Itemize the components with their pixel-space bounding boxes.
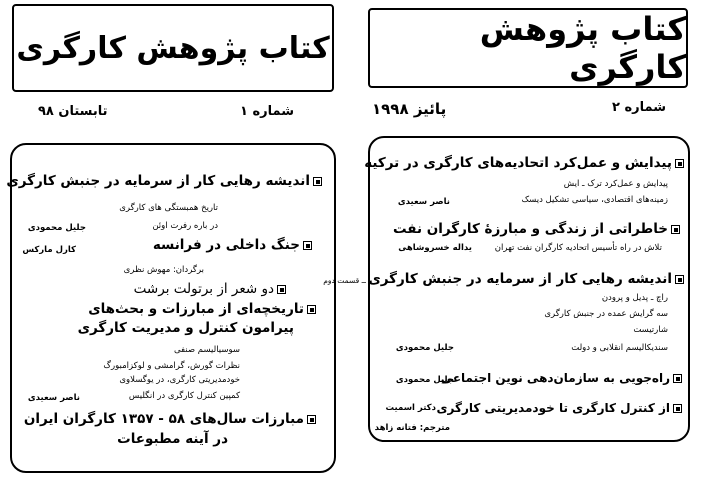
left-item-1-title: اندیشه رهایی کار از سرمایه در جنبش کارگری	[6, 174, 322, 189]
left-item-2-line-1: برگردان: مهوش نظری	[123, 265, 204, 275]
left-item-3-title: دو شعر از برتولت برشت	[134, 282, 286, 297]
bullet-icon	[313, 177, 322, 186]
right-item-1-author: ناصر سعیدی	[397, 197, 450, 207]
right-issue-date: پائیز ۱۹۹۸	[372, 100, 447, 118]
left-item-1-line-2: در باره رفرت اوئن	[152, 221, 218, 231]
left-item-4-author: ناصر سعیدی	[27, 393, 80, 403]
right-item-3-title: اندیشه رهایی کار از سرمایه در جنبش کارگری ــ قسمت دوم	[323, 272, 684, 287]
left-book-title: کتاب پژوهش کارگری	[12, 4, 334, 92]
right-item-5-author-2: مترجم: فتانه زاهد	[374, 423, 450, 433]
left-item-1-author-2: کارل مارکس	[22, 245, 76, 255]
left-issue-number: شماره ۱	[240, 104, 295, 119]
right-item-3-author: جلیل محمودی	[395, 343, 454, 353]
right-item-2-author: یداله خسروشاهی	[398, 243, 472, 253]
right-item-3-line-4: سندیکالیسم انقلابی و دولت	[571, 343, 668, 353]
bullet-icon	[673, 404, 682, 413]
left-item-4-title-2: پیرامون کنترل و مدیریت کارگری	[77, 320, 294, 336]
right-book-title: کتاب پژوهش کارگری	[368, 8, 688, 88]
left-item-5-title-1: مبارزات سال‌های ۵۸ - ۱۳۵۷ کارگران ایران	[24, 412, 316, 427]
bullet-icon	[303, 241, 312, 250]
right-item-2-line-1: تلاش در راه تأسیس اتحادیه کارگران نفت تهران	[494, 243, 662, 253]
right-item-5-author-1: دکتر اسمیت	[385, 403, 436, 413]
bullet-icon	[675, 275, 684, 284]
bullet-icon	[307, 305, 316, 314]
right-item-5-title: از کنترل کارگری تا خودمدیریتی کارگری	[437, 402, 682, 415]
right-item-4-title: راه‌جویی به سازمان‌دهی نوین اجتماعی	[441, 372, 682, 385]
bullet-icon	[675, 159, 684, 168]
bullet-icon	[671, 225, 680, 234]
left-item-4-line-3: خودمدیریتی کارگری، در یوگسلاوی	[119, 375, 240, 385]
right-item-1-line-2: زمینه‌های اقتصادی، سیاسی تشکیل دیسک	[521, 195, 668, 205]
right-item-1-title: پیدایش و عمل‌کرد اتحادیه‌های کارگری در ترکیه	[364, 156, 684, 171]
right-item-4-author: جلیل محمودی	[395, 375, 454, 385]
right-item-2-title: خاطراتی از زندگی و مبارزهٔ کارگران نفت	[393, 222, 680, 237]
right-item-3-line-2: سه گرایش عمده در جنبش کارگری	[544, 309, 668, 319]
bullet-icon	[277, 285, 286, 294]
bullet-icon	[673, 374, 682, 383]
left-item-4-line-4: کمپین کنترل کارگری در انگلیس	[128, 391, 240, 401]
left-item-4-line-2: نظرات گورش، گرامشی و لوکزامبورگ	[103, 361, 240, 371]
left-item-1-line-1: تاریخ همبستگی های کارگری	[119, 203, 218, 213]
right-item-3-line-1: راچ ـ پدیل و پرودن	[601, 293, 668, 303]
right-item-3-suffix: قسمت دوم	[323, 276, 360, 285]
left-item-4-line-1: سوسیالیسم صنفی	[173, 345, 240, 355]
right-item-1-line-1: پیدایش و عمل‌کرد ترک ـ ایش	[563, 179, 668, 189]
bullet-icon	[307, 415, 316, 424]
left-item-1-author-1: جلیل محمودی	[27, 223, 86, 233]
left-issue-date: تابستان ۹۸	[38, 104, 108, 119]
left-item-4-title-1: تاریخچه‌ای از مبارزات و بحث‌های	[88, 302, 316, 317]
right-issue-number: شماره ۲	[612, 100, 667, 115]
left-item-2-title: جنگ داخلی در فرانسه	[153, 238, 312, 253]
right-item-3-line-3: شارتیست	[633, 325, 668, 335]
left-item-5-title-2: در آینه مطبوعات	[117, 431, 228, 447]
